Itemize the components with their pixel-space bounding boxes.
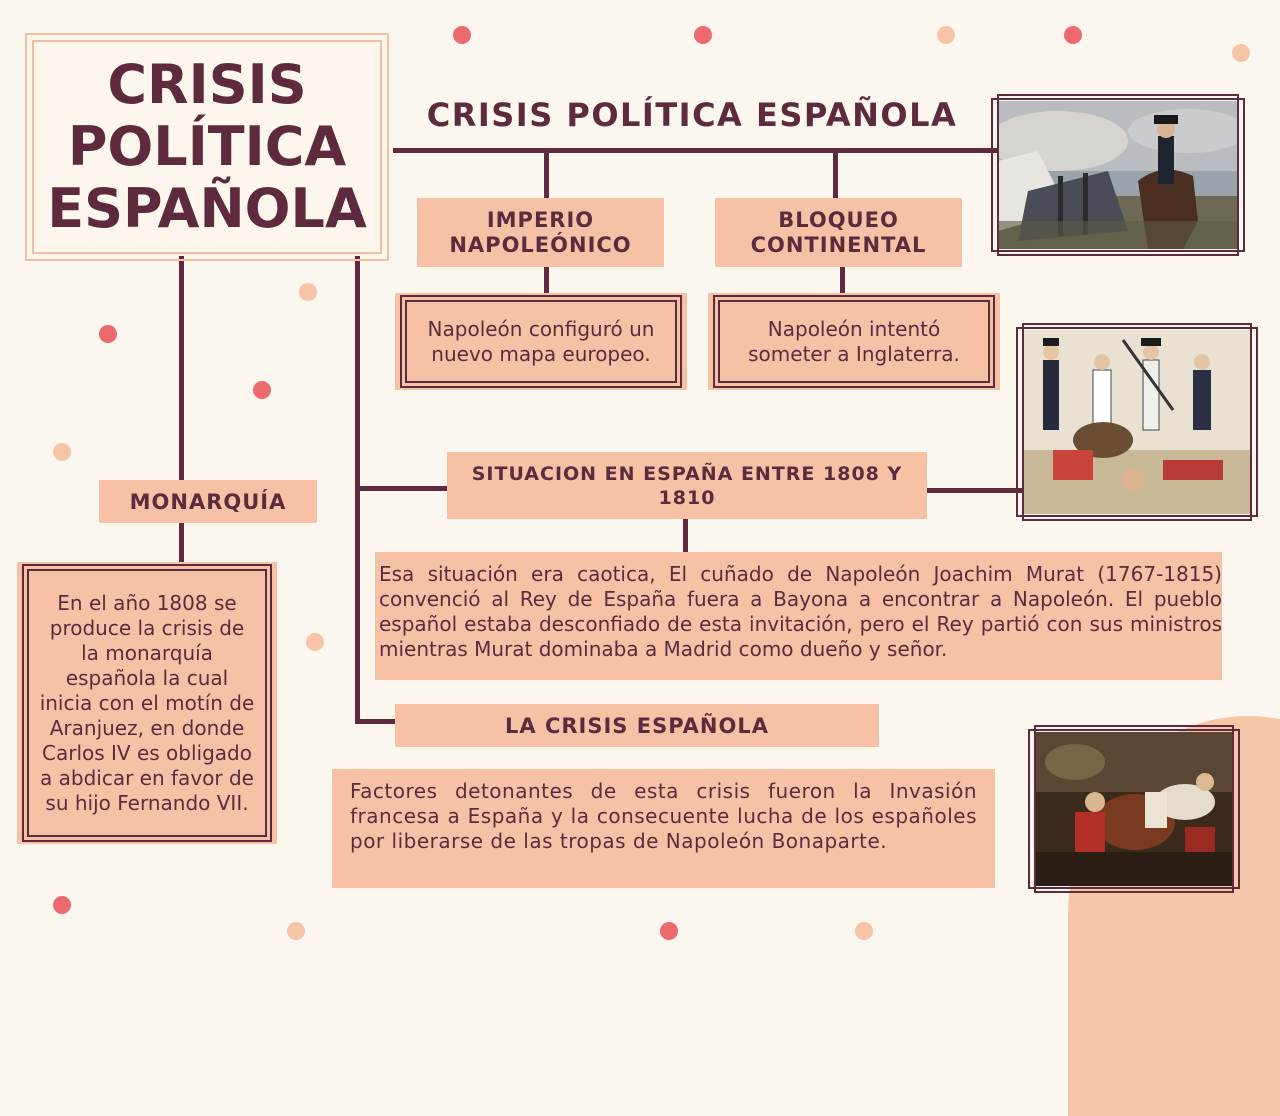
decorative-dot [694,26,712,44]
decorative-dot [253,381,271,399]
situacion-text-box [375,552,1222,680]
painting-cavalry-image [998,101,1238,249]
decorative-dot [1064,26,1082,44]
imperio-text-line: nuevo mapa europeo. [431,341,651,366]
main-title-line: POLÍTICA [67,115,347,178]
bloqueo-title-line: CONTINENTAL [750,232,927,257]
situacion-title: SITUACION EN ESPAÑA ENTRE 1808 Y 1810 [471,462,903,509]
connector-line [840,266,845,294]
connector-line [544,150,549,198]
monarquia-title-box [99,480,317,523]
bloqueo-title-line: BLOQUEO [778,207,899,232]
connector-line [926,488,1022,493]
decorative-dot [1232,44,1250,62]
monarquia-title: MONARQUÍA [129,489,287,514]
decorative-dot [937,26,955,44]
decorative-dot [660,922,678,940]
situacion-text: Esa situación era caotica, El cuñado de Napoleón Joachim Murat (1767-1815) convenció al Rey de España fuera a Bayona a encontrar a Napoleón. El pueblo español estaba desconfiado de esta invitación, pero el Rey partió con sus ministros mientras Murat dominaba a Madrid como dueño y señor. [379,562,1222,661]
painting-combat-image [1023,330,1251,514]
painting-uprising-image [1035,732,1233,886]
decorative-dot [53,896,71,914]
connector-line [355,486,447,491]
situacion-title-box [447,452,927,519]
decorative-dot [299,283,317,301]
decorative-dot [453,26,471,44]
section-heading: CRISIS POLÍTICA ESPAÑOLA [426,96,958,134]
connector-line [179,256,184,480]
decorative-dot [855,922,873,940]
decorative-dot [306,633,324,651]
monarquia-text-box [17,562,277,844]
bloqueo-text-line: someter a Inglaterra. [748,341,960,366]
main-title-line: ESPAÑOLA [47,177,367,240]
bloqueo-text-box [708,293,1000,390]
connector-line [393,148,997,153]
imperio-text-line: Napoleón configuró un [427,316,655,341]
painting-frame [1028,725,1240,893]
decorative-dot [53,443,71,461]
imperio-text-box [395,293,687,390]
connector-line [544,266,549,294]
connector-line [179,522,184,562]
main-title-line: CRISIS [107,53,307,116]
decorative-dot [99,325,117,343]
connector-line [683,518,688,552]
imperio-title-box [417,198,664,267]
connector-line [355,719,397,724]
bloqueo-title-box [715,198,962,267]
crisis-espanola-text-box [332,769,995,888]
imperio-title-line: IMPERIO [486,207,595,232]
crisis-espanola-text: Factores detonantes de esta crisis fueron la Invasión francesa a España y la consecuente lucha de los españoles por liberarse de las tropas de Napoleón Bonaparte. [350,779,977,853]
decorative-dot [287,922,305,940]
connector-line [833,150,838,198]
painting-frame [1016,323,1258,521]
imperio-title-line: NAPOLEÓNICO [449,232,632,257]
title-box [32,40,382,254]
main-title [47,54,367,240]
crisis-espanola-title-box [395,704,879,747]
monarquia-text: En el año 1808 se produce la crisis de la monarquía española la cual inicia con el motín de Aranjuez, en donde Carlos IV es obligado a abdicar en favor de su hijo Fernando VII. [39,590,255,815]
painting-frame [991,94,1245,256]
crisis-espanola-title: LA CRISIS ESPAÑOLA [505,713,769,738]
bloqueo-text-line: Napoleón intentó [767,316,941,341]
